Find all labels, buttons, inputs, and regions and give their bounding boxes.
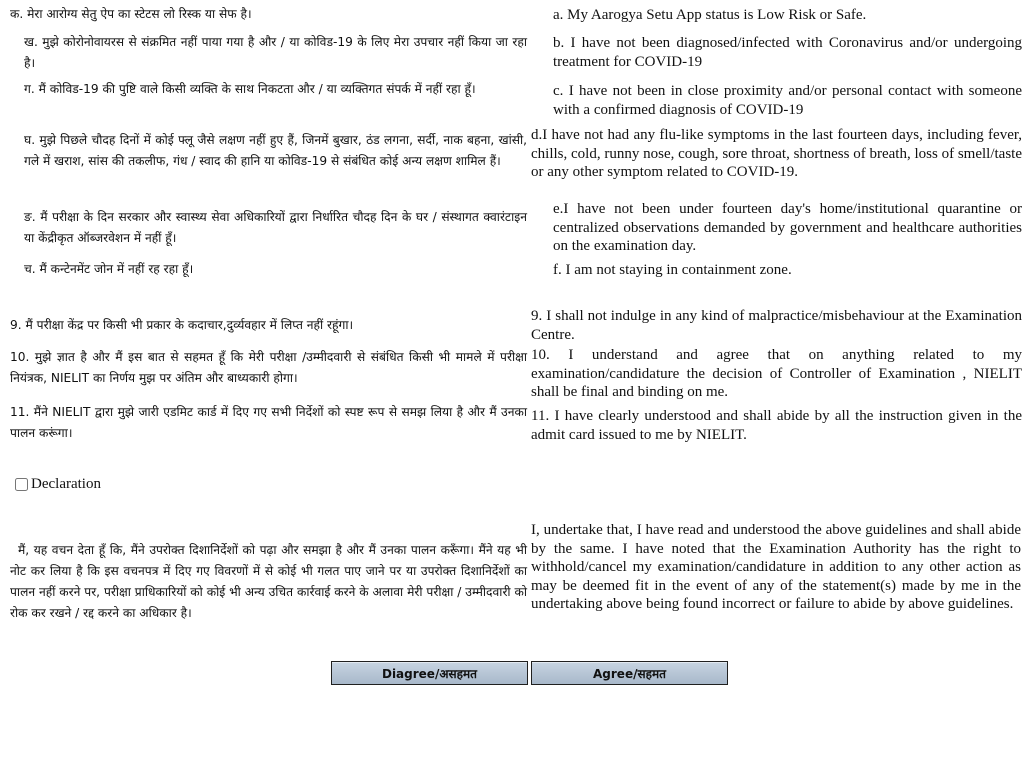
condition-english-b: b. I have not been diagnosed/infected with Coronavirus and/or undergoing treatment for COVID-19 xyxy=(553,35,1022,70)
condition-english-c: c. I have not been in close proximity and/or personal contact with someone with a confirmed diagnosis of COVID-19 xyxy=(553,83,1022,118)
condition-hindi-f: च. मैं कन्टेनमेंट जोन में नहीं रह रहा हूँ। xyxy=(24,262,194,276)
declaration-checkbox[interactable] xyxy=(15,478,28,491)
agree-button[interactable]: Agree/सहमत xyxy=(531,661,728,685)
point-11-hindi: 11. मैंने NIELIT द्वारा मुझे जारी एडमिट कार्ड में दिए गए सभी निर्देशों को स्पष्ट रूप से समझ लिया है और मैं उनका पालन करूंगा। xyxy=(10,405,527,440)
condition-english-e: e.I have not been under fourteen day's home/institutional quarantine or centralized observations demanded by government and healthcare authorities on the examination day. xyxy=(553,201,1022,254)
undertaking-english: I, undertake that, I have read and understood the above guidelines and shall abide by the same. I have noted that the Examination Authority has the right to withhold/cancel my examination/candidature in addition to any other action as may be deemed fit in the event of any of the statement(s) made by me in the undertaking above being found incorrect or failure to abide by above guidelines. xyxy=(531,522,1021,612)
condition-hindi-e: ङ. मैं परीक्षा के दिन सरकार और स्वास्थ्य सेवा अधिकारियों द्वारा निर्धारित चौदह दिन के घर / संस्थागत क्वारंटाइन या केंद्रीकृत ऑब्जरवेशन में नहीं हूँ। xyxy=(24,210,527,245)
condition-english-f: f. I am not staying in containment zone. xyxy=(553,262,792,278)
condition-hindi-b: ख. मुझे कोरोनोवायरस से संक्रमित नहीं पाया गया है और / या कोविड-19 के लिए मेरा उपचार नहीं किया जा रहा है। xyxy=(24,35,527,70)
condition-hindi-a: क. मेरा आरोग्य सेतु ऐप का स्टेटस लो रिस्क या सेफ है। xyxy=(10,7,252,21)
undertaking-hindi: मैं, यह वचन देता हूँ कि, मैंने उपरोक्त दिशानिर्देशों को पढ़ा और समझा है और मैं उनका पालन करूँगा। मैंने यह भी नोट कर लिया है कि इस वचनपत्र में दिए गए विवरणों में से कोई भी गलत पाए जाने पर या उपरोक्त दिशानिर्देशों का पालन नहीं करने पर, परीक्षा प्राधिकारियों को कोई भी अन्य उचित कार्रवाई करने के अलावा मेरी परीक्षा / उम्मीदवारी को रोक कर रखने / रद्द करने का अधिकार है। xyxy=(10,543,527,620)
point-9-english: 9. I shall not indulge in any kind of malpractice/misbehaviour at the Examination Centre. xyxy=(531,308,1022,343)
declaration-checkbox-row[interactable] xyxy=(15,476,101,493)
condition-english-a: a. My Aarogya Setu App status is Low Risk or Safe. xyxy=(553,7,867,23)
disagree-button[interactable]: Diagree/असहमत xyxy=(331,661,528,685)
point-11-english: 11. I have clearly understood and shall abide by all the instruction given in the admit card issued to me by NIELIT. xyxy=(531,408,1022,443)
point-10-english: 10. I understand and agree that on anything related to my examination/candidature the decision of Controller of Examination , NIELIT shall be final and binding on me. xyxy=(531,347,1022,400)
point-9-hindi: 9. मैं परीक्षा केंद्र पर किसी भी प्रकार के कदाचार,दुर्व्यवहार में लिप्त नहीं रहूंगा। xyxy=(10,318,354,332)
point-10-hindi: 10. मुझे ज्ञात है और मैं इस बात से सहमत हूँ कि मेरी परीक्षा /उम्मीदवारी से संबंधित किसी भी मामले में परीक्षा नियंत्रक, NIELIT का निर्णय मुझ पर अंतिम और बाध्यकारी होगा। xyxy=(10,350,527,385)
condition-english-d: d.I have not had any flu-like symptoms in the last fourteen days, including fever, chills, cold, runny nose, cough, sore throat, shortness of breath, loss of smell/taste or any other symptom related to COVID-19. xyxy=(531,127,1022,180)
condition-hindi-c: ग. मैं कोविड-19 की पुष्टि वाले किसी व्यक्ति के साथ निकटता और / या व्यक्तिगत संपर्क में नहीं रहा हूँ। xyxy=(24,82,476,96)
condition-hindi-d: घ. मुझे पिछले चौदह दिनों में कोई फ्लू जैसे लक्षण नहीं हुए हैं, जिनमें बुखार, ठंड लगना, सर्दी, नाक बहना, खांसी, गले में खराश, सांस की तकलीफ, गंध / स्वाद की हानि या कोविड-19 से संबंधित कोई अन्य लक्षण शामिल हैं। xyxy=(24,133,527,168)
declaration-label: Declaration xyxy=(31,476,101,492)
